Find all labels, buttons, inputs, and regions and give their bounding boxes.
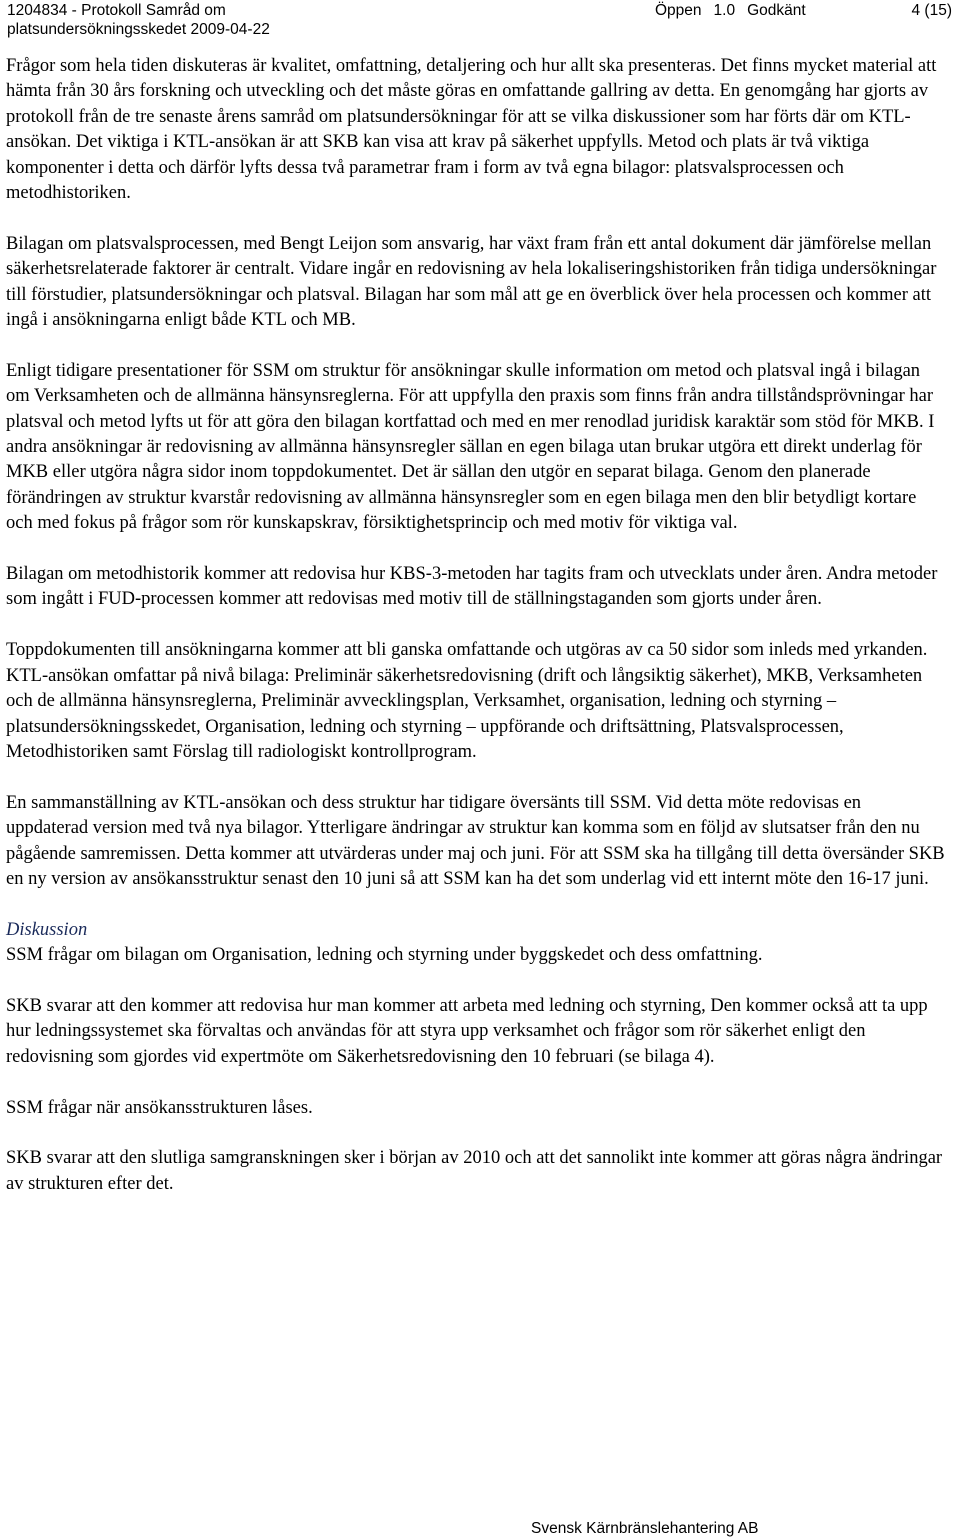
access-level: Öppen: [655, 2, 702, 19]
paragraph-8: SKB svarar att den kommer att redovisa hur man kommer att arbeta med ledning och styrning, Den kommer också att ta upp hur ledningssystemet ska förvaltas och användas för att styra upp verksamhet och frågor som rör säkerhet enligt den redovisning som gjordes vid expertmöte om Säkerhetsredovisning den 10 februari (se bilaga 4).: [6, 995, 928, 1067]
document-subtitle: platsundersökningsskedet 2009-04-22: [7, 21, 270, 38]
paragraph-3: Enligt tidigare presentationer för SSM om struktur för ansökningar skulle information om metod och platsval ingå i bilagan om Verksamheten och de allmänna hänsynsreglerna. För att uppfylla den praxis som finns från andra tillståndsprövningar har platsval och metod lyfts ut för att göra den bilagan kortfattad och med en mer renodlad juridisk karaktär som stöd för MKB. I andra ansökningar är redovisning av allmänna hänsynsregler sällan en egen bilaga utan brukar utgöra ett direkt underlag för MKB eller utgöra några sidor inom toppdokumentet. Det är sällan den utgör en separat bilaga. Genom den planerade förändringen av struktur kvarstår redovisning av allmänna hänsynsregler som en egen bilaga men den blir betydligt kortare och med fokus på frågor som rör kunskapskrav, försiktighetsprincip och med motiv för viktiga val.: [6, 360, 935, 534]
paragraph-2: Bilagan om platsvalsprocessen, med Bengt Leijon som ansvarig, har växt fram från ett antal dokument där jämförelse mellan säkerhetsrelaterade faktorer är centralt. Vidare ingår en redovisning av hela lokaliseringshistoriken från tidiga undersökningar till förstudier, platsundersökningar och platsval. Bilagan har som mål att ge en överblick över hela processen och kommer att ingå i ansökningarna enligt både KTL och MB.: [6, 233, 937, 331]
paragraph-9: SSM frågar när ansökansstrukturen låses.: [6, 1097, 313, 1118]
paragraph-5: Toppdokumenten till ansökningarna kommer att bli ganska omfattande och utgöras av ca 50 sidor som inleds med yrkanden. KTL-ansökan omfattar på nivå bilaga: Preliminär säkerhetsredovisning (drift och långsiktig säkerhet), MKB, Verksamheten och de allmänna hänsynsreglerna, Preliminär avvecklingsplan, Verksamhet, organisation, ledning och styrning – platsundersökningsskedet, Organisation, ledning och styrning – uppförande och driftsättning, Platsvalsprocessen, Metodhistoriken samt Förslag till radiologiskt kontrollprogram.: [6, 640, 928, 762]
paragraph-1: Frågor som hela tiden diskuteras är kvalitet, omfattning, detaljering och hur allt ska presenteras. Det finns mycket material att hämta från 30 års forskning och utveckling och det måste göras en omfattande gallring av detta. En genomgång har gjorts av protokoll från de tre senaste årens samråd om platsundersökningar för att se vilka diskussioner som har förts där om KTL-ansökan. Det viktiga i KTL-ansökan är att SKB kan visa att krav på säkerhet uppfylls. Metod och plats är två viktiga komponenter i detta och därför lyfts dessa två parametrar fram i form av två egna bilagor: platsvalsprocessen och metodhistoriken.: [6, 56, 937, 204]
page-footer-company: Svensk Kärnbränslehantering AB: [531, 1520, 759, 1537]
paragraph-4: Bilagan om metodhistorik kommer att redovisa hur KBS-3-metoden har tagits fram och utvecklats under åren. Andra metoder som ingått i FUD-processen kommer att redovisas med motiv till de ställningstaganden som gjorts under åren.: [6, 564, 938, 610]
approval-status: Godkänt: [747, 2, 806, 19]
page-header-status: [655, 1, 818, 20]
discussion-heading: Diskussion: [6, 919, 88, 940]
version-number: 1.0: [713, 2, 736, 19]
document-body: [6, 54, 946, 1223]
document-id: 1204834 - Protokoll Samråd om: [7, 2, 226, 19]
page-header-title: [7, 1, 270, 39]
paragraph-6: En sammanställning av KTL-ansökan och dess struktur har tidigare översänts till SSM. Vid detta möte redovisas en uppdaterad version med två nya bilagor. Ytterligare ändringar av struktur kan komma som en följd av slutsatser från den nu pågående samremissen. Detta kommer att utvärderas under maj och juni. För att SSM ska ha tillgång till detta översänder SKB en ny version av ansökansstruktur senast den 10 juni så att SSM kan ha det som underlag vid ett internt möte den 16-17 juni.: [6, 792, 945, 889]
page-number: 4 (15): [911, 2, 952, 19]
paragraph-7: SSM frågar om bilagan om Organisation, ledning och styrning under byggskedet och dess omfattning.: [6, 945, 763, 966]
paragraph-10: SKB svarar att den slutliga samgranskningen sker i början av 2010 och att det sannolikt inte kommer att göras några ändringar av strukturen efter det.: [6, 1148, 943, 1194]
